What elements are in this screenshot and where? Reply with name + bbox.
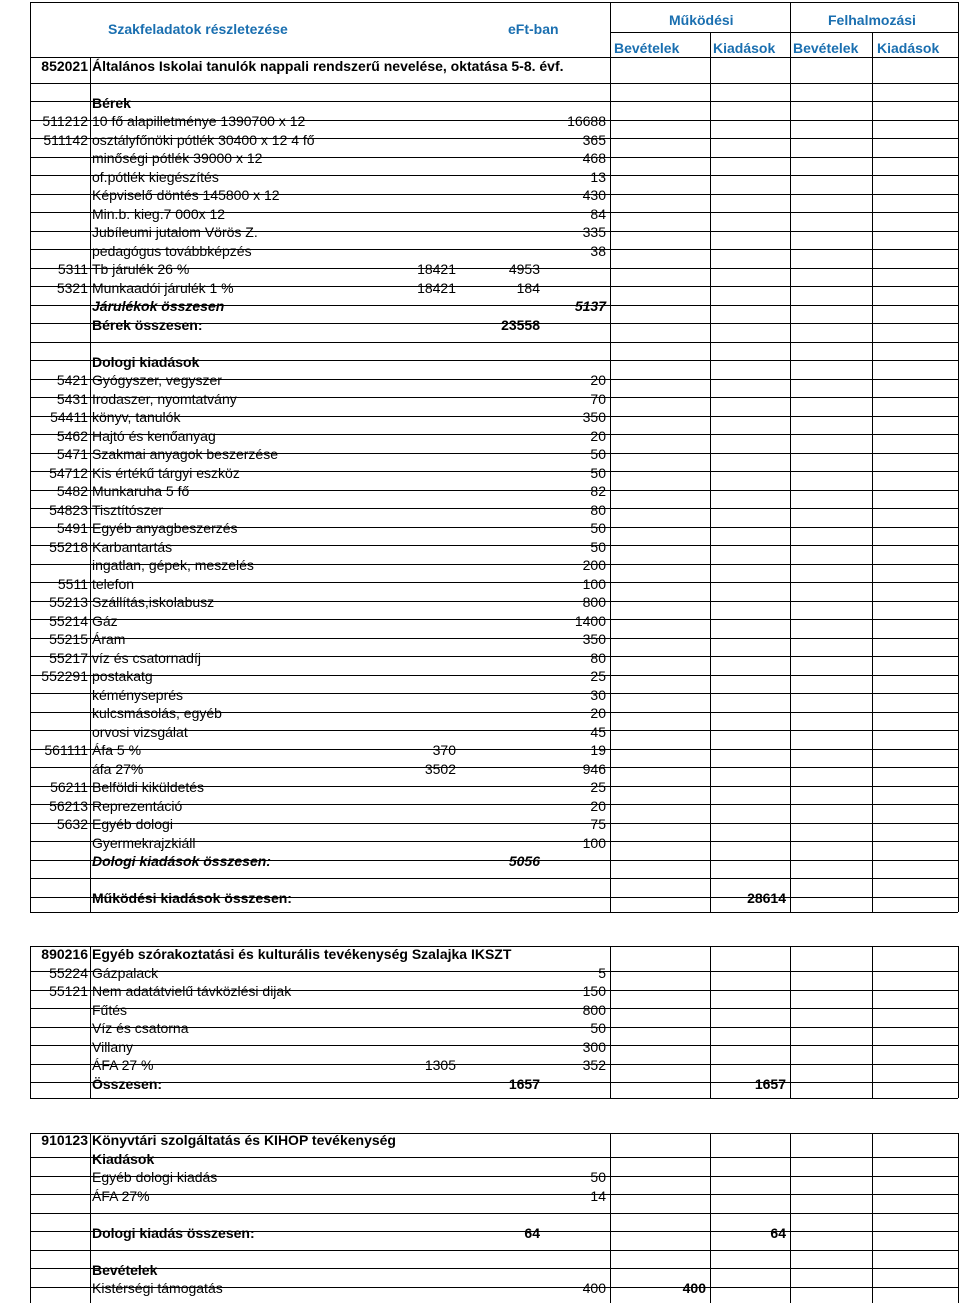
row-code: 54411 [50, 409, 88, 425]
grid-column-line [790, 946, 791, 1098]
row-value-v2: 64 [524, 1225, 540, 1241]
row-code: 5482 [56, 483, 88, 499]
row-value-v3: 25 [590, 668, 606, 684]
grid-column-line [872, 1133, 873, 1303]
row-label: Kiadások [92, 1151, 155, 1167]
row-value-v3: 430 [582, 187, 606, 203]
row-label: Munkaadói járulék 1 % [92, 280, 234, 296]
row-value-v3: 75 [590, 816, 606, 832]
header-group-felhalmozasi: Felhalmozási [828, 12, 916, 28]
row-code: 552291 [41, 668, 88, 684]
row-value-v3: 352 [582, 1057, 606, 1073]
row-label: Könyvtári szolgáltatás és KIHOP tevékenység [92, 1132, 396, 1148]
row-divider [30, 675, 958, 676]
row-label: Áram [92, 631, 126, 647]
grid-column-line [958, 1133, 959, 1303]
row-label: ÁFA 27% [92, 1188, 150, 1204]
row-divider [30, 1194, 958, 1195]
row-value-v3: 400 [582, 1280, 606, 1296]
grid-line-top [30, 2, 958, 3]
row-code: 55218 [49, 539, 88, 555]
row-value-v3: 1400 [574, 613, 606, 629]
row-code: 55213 [49, 594, 88, 610]
row-code: 511212 [42, 113, 88, 129]
row-value-v1: 370 [432, 742, 456, 758]
row-label: Gyógyszer, vegyszer [92, 372, 222, 388]
row-value-v5: 1657 [754, 1076, 786, 1092]
row-value-v3: 800 [582, 594, 606, 610]
row-divider [30, 878, 958, 879]
row-value-v1: 18421 [417, 261, 456, 277]
header-mukodesi-bevetelek: Bevételek [614, 40, 680, 56]
row-label: Általános Iskolai tanulók nappali rendszerű nevelése, oktatása 5-8. évf. [92, 58, 564, 74]
row-value-v3: 80 [590, 650, 606, 666]
row-code: 890216 [41, 946, 88, 962]
row-value-v3: 335 [582, 224, 606, 240]
grid-column-line [710, 32, 711, 57]
row-divider [30, 749, 958, 750]
row-value-v3: 50 [590, 446, 606, 462]
grid-column-line [790, 57, 791, 912]
row-value-v3: 30 [590, 687, 606, 703]
grid-column-line [30, 1133, 31, 1303]
row-label: Jubíleumi jutalom Vörös Z. [92, 224, 258, 240]
row-value-v3: 5137 [574, 298, 606, 314]
row-code: 55215 [49, 631, 88, 647]
header-felhalmozasi-kiadasok: Kiadások [877, 40, 940, 56]
grid-column-line [90, 57, 91, 912]
grid-column-line [90, 1133, 91, 1303]
row-divider [30, 1064, 958, 1065]
row-label: Bérek összesen: [92, 317, 203, 333]
row-value-v3: 38 [590, 243, 606, 259]
grid-line-section2-bottom [30, 1098, 958, 1099]
grid-column-line [790, 1133, 791, 1303]
grid-column-line [872, 32, 873, 57]
row-value-v2: 1657 [508, 1076, 540, 1092]
row-code: 5511 [57, 576, 88, 592]
row-code: 5471 [56, 446, 88, 462]
row-label: Villany [92, 1039, 133, 1055]
row-label: Összesen: [92, 1076, 163, 1092]
header-group-mukodesi: Működési [669, 12, 734, 28]
row-label: Min.b. kieg.7 000x 12 [92, 206, 226, 222]
row-divider [30, 1268, 958, 1269]
row-code: 56213 [49, 798, 88, 814]
row-label: Egyéb dologi kiadás [92, 1169, 218, 1185]
grid-column-line [790, 2, 791, 57]
grid-column-line [958, 2, 959, 57]
row-value-v3: 50 [590, 1169, 606, 1185]
row-label: osztályfőnöki pótlék 30400 x 12 4 fő [92, 132, 315, 148]
row-code: 55121 [49, 983, 88, 999]
grid-column-line [872, 57, 873, 912]
grid-column-line [872, 946, 873, 1098]
row-code: 55214 [49, 613, 88, 629]
row-divider [30, 101, 958, 102]
row-label: Kistérségi támogatás [92, 1280, 223, 1296]
row-label: pedagógus továbbképzés [92, 243, 252, 259]
header-felhalmozasi-bevetelek: Bevételek [793, 40, 859, 56]
row-value-v3: 20 [590, 705, 606, 721]
row-label: Munkaruha 5 fő [92, 483, 190, 499]
row-label: minőségi pótlék 39000 x 12 [92, 150, 263, 166]
row-value-v3: 70 [590, 391, 606, 407]
row-value-v3: 13 [590, 169, 606, 185]
row-code: 852021 [41, 58, 88, 74]
row-divider [30, 582, 958, 583]
row-value-v3: 25 [590, 779, 606, 795]
row-label: ÁFA 27 % [92, 1057, 154, 1073]
row-label: Szállítás,iskolabusz [92, 594, 215, 610]
row-label: Egyéb dologi [92, 816, 173, 832]
row-label: kulcsmásolás, egyéb [92, 705, 222, 721]
row-label: 10 fő alapilletménye 1390700 x 12 [92, 113, 306, 129]
row-value-v3: 20 [590, 372, 606, 388]
row-divider [30, 1250, 958, 1251]
row-label: Gázpalack [92, 965, 159, 981]
row-divider [30, 619, 958, 620]
row-value-v3: 100 [582, 835, 606, 851]
row-code: 54823 [49, 502, 88, 518]
grid-column-line [610, 1133, 611, 1303]
row-value-v3: 50 [590, 539, 606, 555]
row-code: 5632 [56, 816, 88, 832]
row-divider [30, 767, 958, 768]
row-value-v3: 200 [582, 557, 606, 573]
row-label: Bevételek [92, 1262, 158, 1278]
row-value-v3: 50 [590, 1020, 606, 1036]
header-mukodesi-kiadasok: Kiadások [713, 40, 776, 56]
row-label: kéményseprés [92, 687, 184, 703]
row-value-v3: 468 [582, 150, 606, 166]
grid-line-section1-bottom [30, 912, 958, 913]
row-value-v3: 14 [590, 1188, 606, 1204]
grid-column-line [610, 946, 611, 1098]
row-label: Dologi kiadás összesen: [92, 1225, 255, 1241]
row-value-v2: 4953 [508, 261, 540, 277]
row-value-v3: 150 [582, 983, 606, 999]
row-divider [30, 1008, 958, 1009]
row-code: 54712 [49, 465, 88, 481]
row-label: Karbantartás [92, 539, 173, 555]
row-label: of.pótlék kiegészítés [92, 169, 219, 185]
row-label: Szakmai anyagok beszerzése [92, 446, 278, 462]
row-code: 5462 [56, 428, 88, 444]
row-code: 5421 [56, 372, 88, 388]
row-label: Fűtés [92, 1002, 128, 1018]
row-value-v3: 5 [598, 965, 606, 981]
row-label: ingatlan, gépek, meszelés [92, 557, 254, 573]
row-value-v1: 1305 [424, 1057, 456, 1073]
row-divider [30, 1157, 958, 1158]
grid-column-line [710, 1133, 711, 1303]
row-value-v3: 800 [582, 1002, 606, 1018]
row-value-v3: 350 [582, 631, 606, 647]
grid-column-line [710, 57, 711, 912]
row-code: 5311 [57, 261, 88, 277]
row-label: Irodaszer, nyomtatvány [92, 391, 237, 407]
row-label: Belföldi kiküldetés [92, 779, 205, 795]
grid-column-line [958, 946, 959, 1098]
row-value-v4: 400 [682, 1280, 706, 1296]
row-divider [30, 638, 958, 639]
row-code: 511142 [43, 132, 88, 148]
row-label: Képviselő döntés 145800 x 12 [92, 187, 280, 203]
row-value-v3: 20 [590, 798, 606, 814]
row-code: 55224 [49, 965, 88, 981]
grid-column-line [610, 2, 611, 57]
row-label: könyv, tanulók [92, 409, 181, 425]
row-label: Kis értékű tárgyi eszköz [92, 465, 240, 481]
row-divider [30, 83, 958, 84]
row-value-v3: 100 [582, 576, 606, 592]
row-value-v1: 3502 [424, 761, 456, 777]
row-value-v2: 5056 [508, 853, 540, 869]
row-label: Víz és csatorna [92, 1020, 189, 1036]
row-code: 55217 [49, 650, 88, 666]
row-value-v3: 19 [590, 742, 606, 758]
row-label: postakatg [92, 668, 153, 684]
row-label: Gyermekrajzkiáll [92, 835, 196, 851]
row-label: Gáz [92, 613, 118, 629]
row-value-v1: 18421 [417, 280, 456, 296]
row-code: 5491 [56, 520, 88, 536]
row-value-v3: 946 [582, 761, 606, 777]
grid-column-line [30, 2, 31, 57]
row-label: Reprezentáció [92, 798, 183, 814]
grid-column-line [958, 57, 959, 912]
row-divider [30, 1213, 958, 1214]
row-label: Egyéb anyagbeszerzés [92, 520, 238, 536]
grid-column-line [610, 57, 611, 912]
row-value-v3: 50 [590, 520, 606, 536]
grid-line-header [610, 32, 958, 33]
row-label: áfa 27% [92, 761, 144, 777]
row-value-v3: 45 [590, 724, 606, 740]
row-code: 5321 [56, 280, 88, 296]
row-code: 5431 [56, 391, 88, 407]
row-value-v2: 184 [516, 280, 540, 296]
row-label: Hajtó és kenőanyag [92, 428, 216, 444]
row-value-v3: 80 [590, 502, 606, 518]
row-value-v3: 350 [582, 409, 606, 425]
row-label: Tisztítószer [92, 502, 164, 518]
row-divider [30, 1045, 958, 1046]
row-label: orvosi vizsgálat [92, 724, 188, 740]
row-code: 561111 [44, 742, 88, 758]
row-code: 56211 [50, 779, 88, 795]
row-value-v3: 82 [590, 483, 606, 499]
row-divider [30, 508, 958, 509]
row-label: Tb járulék 26 % [92, 261, 190, 277]
row-label: Járulékok összesen [92, 298, 225, 314]
row-label: Nem adatátvielű távközlési dijak [92, 983, 292, 999]
row-value-v3: 50 [590, 465, 606, 481]
row-code: 910123 [41, 1132, 88, 1148]
row-label: Dologi kiadások [92, 354, 200, 370]
header-title: Szakfeladatok részletezése [108, 21, 288, 37]
row-label: Működési kiadások összesen: [92, 890, 292, 906]
row-value-v3: 20 [590, 428, 606, 444]
row-value-v5: 64 [770, 1225, 786, 1241]
row-divider [30, 342, 958, 343]
row-value-v3: 300 [582, 1039, 606, 1055]
row-divider [30, 971, 958, 972]
grid-column-line [90, 946, 91, 1098]
row-value-v3: 84 [590, 206, 606, 222]
row-value-v3: 365 [582, 132, 606, 148]
row-label: Bérek [92, 95, 131, 111]
row-label: víz és csatornadíj [92, 650, 201, 666]
row-value-v2: 23558 [501, 317, 540, 333]
header-unit: eFt-ban [508, 21, 559, 37]
row-label: Dologi kiadások összesen: [92, 853, 271, 869]
row-label: Egyéb szórakoztatási és kulturális tevékenység Szalajka IKSZT [92, 946, 512, 962]
row-value-v3: 16688 [567, 113, 606, 129]
row-value-v5: 28614 [747, 890, 786, 906]
row-label: Áfa 5 % [92, 742, 142, 758]
row-label: telefon [92, 576, 135, 592]
